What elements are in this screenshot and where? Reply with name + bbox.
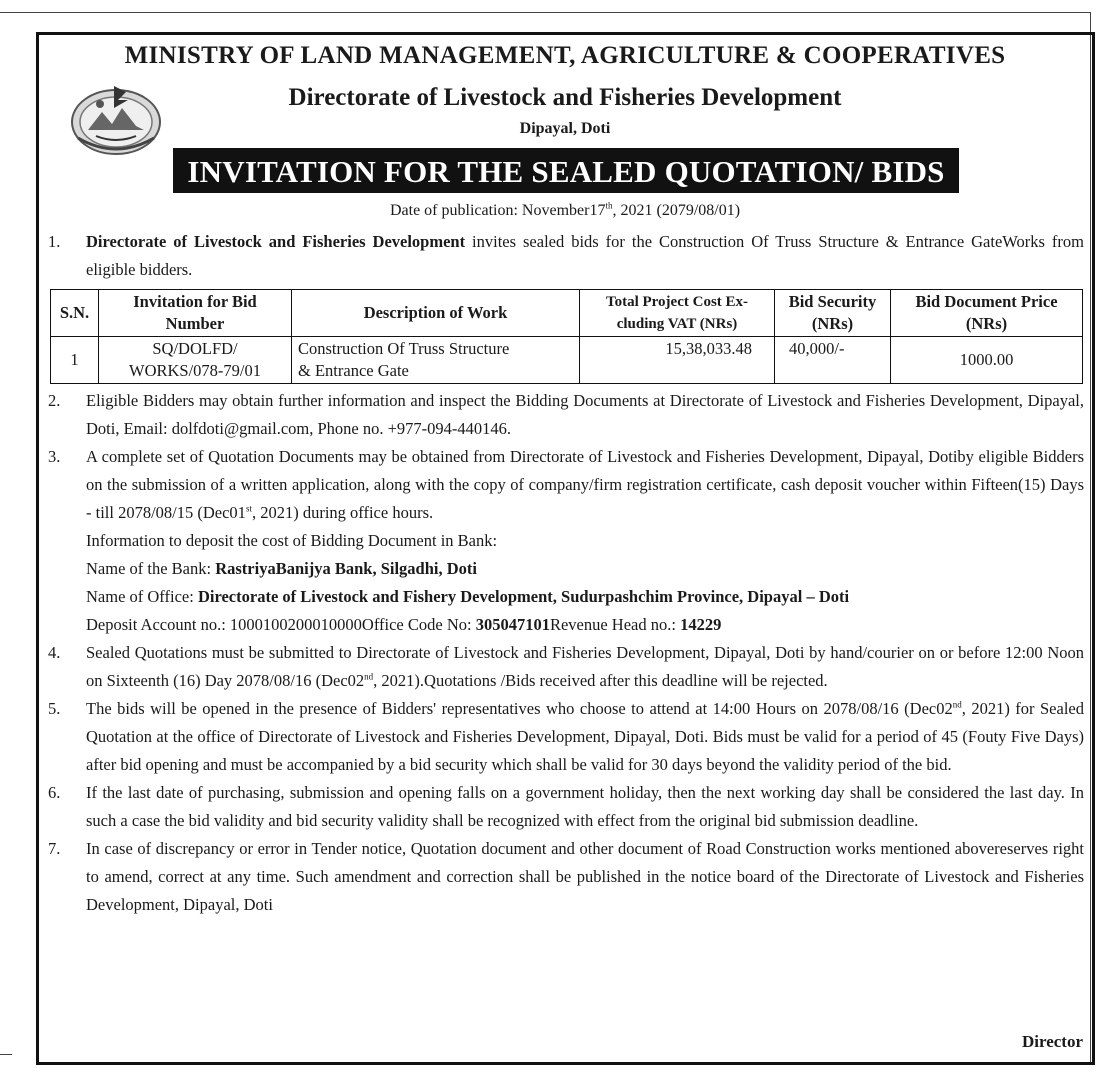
clause-number: 7. bbox=[48, 839, 61, 858]
clause-number: 2. bbox=[48, 391, 61, 410]
clause-3-text: A complete set of Quotation Documents may be obtained from Directorate of Livestock and Fisheries Development, Dipayal, Dotiby eligible Bidders on the submission of a written application, along with the copy of company/firm registration certificate, cash deposit voucher within Fifteen(15) Days - till 2078/08/15 (Dec01st, 2021) during office hours. bbox=[86, 447, 1084, 522]
page-outer-border-stub bbox=[0, 1054, 12, 1055]
cell-document-price: 1000.00 bbox=[891, 337, 1083, 384]
table-header-row bbox=[51, 290, 1083, 337]
cell-project-cost: 15,38,033.48 bbox=[580, 337, 775, 384]
directorate-location: Dipayal, Doti bbox=[519, 120, 611, 137]
cell-description: Construction Of Truss Structure & Entrance Gate bbox=[292, 337, 580, 384]
header-document-price: Bid Document Price (NRs) bbox=[891, 290, 1083, 337]
header-description: Description of Work bbox=[292, 290, 580, 337]
signature-director: Director bbox=[1021, 1032, 1083, 1051]
header-bid-security: Bid Security (NRs) bbox=[775, 290, 891, 337]
clause-1-text: invites sealed bids for the Construction Of Truss Structure & Entrance GateWorks from eligible bidders. bbox=[86, 232, 1084, 279]
clause-4-text: Sealed Quotations must be submitted to Directorate of Livestock and Fisheries Development, Dipayal, Doti by hand/courier on or before 12:00 Noon on Sixteenth (16) Day 2078/08/16 (Dec02nd, 2021).Quotations /Bids received after this deadline will be rejected. bbox=[86, 643, 1084, 690]
clause-1 bbox=[48, 228, 1084, 284]
clause-7 bbox=[48, 835, 1084, 919]
bank-name-line: Name of the Bank: RastriyaBanijya Bank, Silgadhi, Doti bbox=[86, 559, 477, 578]
clause-number: 4. bbox=[48, 643, 61, 662]
header-project-cost: Total Project Cost Ex- cluding VAT (NRs) bbox=[580, 290, 775, 337]
cell-sn: 1 bbox=[51, 337, 99, 384]
cell-bid-security: 40,000/- bbox=[775, 337, 891, 384]
clause-2-text: Eligible Bidders may obtain further information and inspect the Bidding Documents at Directorate of Livestock and Fisheries Development, Dipayal, Doti, Email: dolfdoti@gmail.com, Phone no. +977-094-440146. bbox=[86, 391, 1084, 438]
header-bid-number: Invitation for Bid Number bbox=[99, 290, 292, 337]
clause-7-text: In case of discrepancy or error in Tender notice, Quotation document and other document of Road Construction works mentioned abovereserves right to amend, correct at any time. Such amendment and correction shall be published in the notice board of the Directorate of Livestock and Fisheries Development, Dipayal, Doti bbox=[86, 839, 1084, 914]
clause-number: 6. bbox=[48, 783, 61, 802]
table-row bbox=[51, 337, 1083, 384]
header-sn: S.N. bbox=[51, 290, 99, 337]
cell-bid-number: SQ/DOLFD/ WORKS/078-79/01 bbox=[99, 337, 292, 384]
office-name-line: Name of Office: Directorate of Livestock and Fishery Development, Sudurpashchim Province, Dipayal – Doti bbox=[86, 587, 850, 606]
clause-number: 3. bbox=[48, 447, 61, 466]
clause-5 bbox=[48, 695, 1084, 779]
clause-number: 1. bbox=[48, 232, 61, 251]
clause-6 bbox=[48, 779, 1084, 835]
clause-3 bbox=[48, 443, 1084, 639]
ministry-title: MINISTRY OF LAND MANAGEMENT, AGRICULTURE & COOPERATIVES bbox=[124, 42, 1006, 69]
deposit-account-line: Deposit Account no.: 1000100200010000Office Code No: 305047101Revenue Head no.: 14229 bbox=[86, 615, 722, 634]
directorate-title: Directorate of Livestock and Fisheries Development bbox=[288, 84, 842, 111]
clause-2 bbox=[48, 387, 1084, 443]
publication-date: Date of publication: November17th, 2021 (2079/08/01) bbox=[389, 200, 741, 219]
clause-4 bbox=[48, 639, 1084, 695]
notice-banner: INVITATION FOR THE SEALED QUOTATION/ BIDS bbox=[173, 148, 959, 193]
clause-1-bold: Directorate of Livestock and Fisheries Development bbox=[86, 232, 466, 251]
bank-info-intro: Information to deposit the cost of Bidding Document in Bank: bbox=[86, 531, 498, 550]
clause-6-text: If the last date of purchasing, submission and opening falls on a government holiday, then the next working day shall be considered the last day. In such a case the bid validity and bid security validity shall be recognized with effect from the original bid submission deadline. bbox=[86, 783, 1084, 830]
clause-number: 5. bbox=[48, 699, 61, 718]
clause-5-text: The bids will be opened in the presence of Bidders' representatives who choose to attend at 14:00 Hours on 2078/08/16 (Dec02nd, 2021) for Sealed Quotation at the office of Directorate of Livestock and Fisheries Development, Dipayal, Doti. Bids must be valid for a period of 45 (Fouty Five Days) after bid opening and must be accompanied by a bid security which shall be valid for 30 days beyond the validity period of the bid. bbox=[86, 699, 1084, 774]
notice-body bbox=[48, 228, 1084, 919]
bid-table bbox=[50, 289, 1083, 384]
